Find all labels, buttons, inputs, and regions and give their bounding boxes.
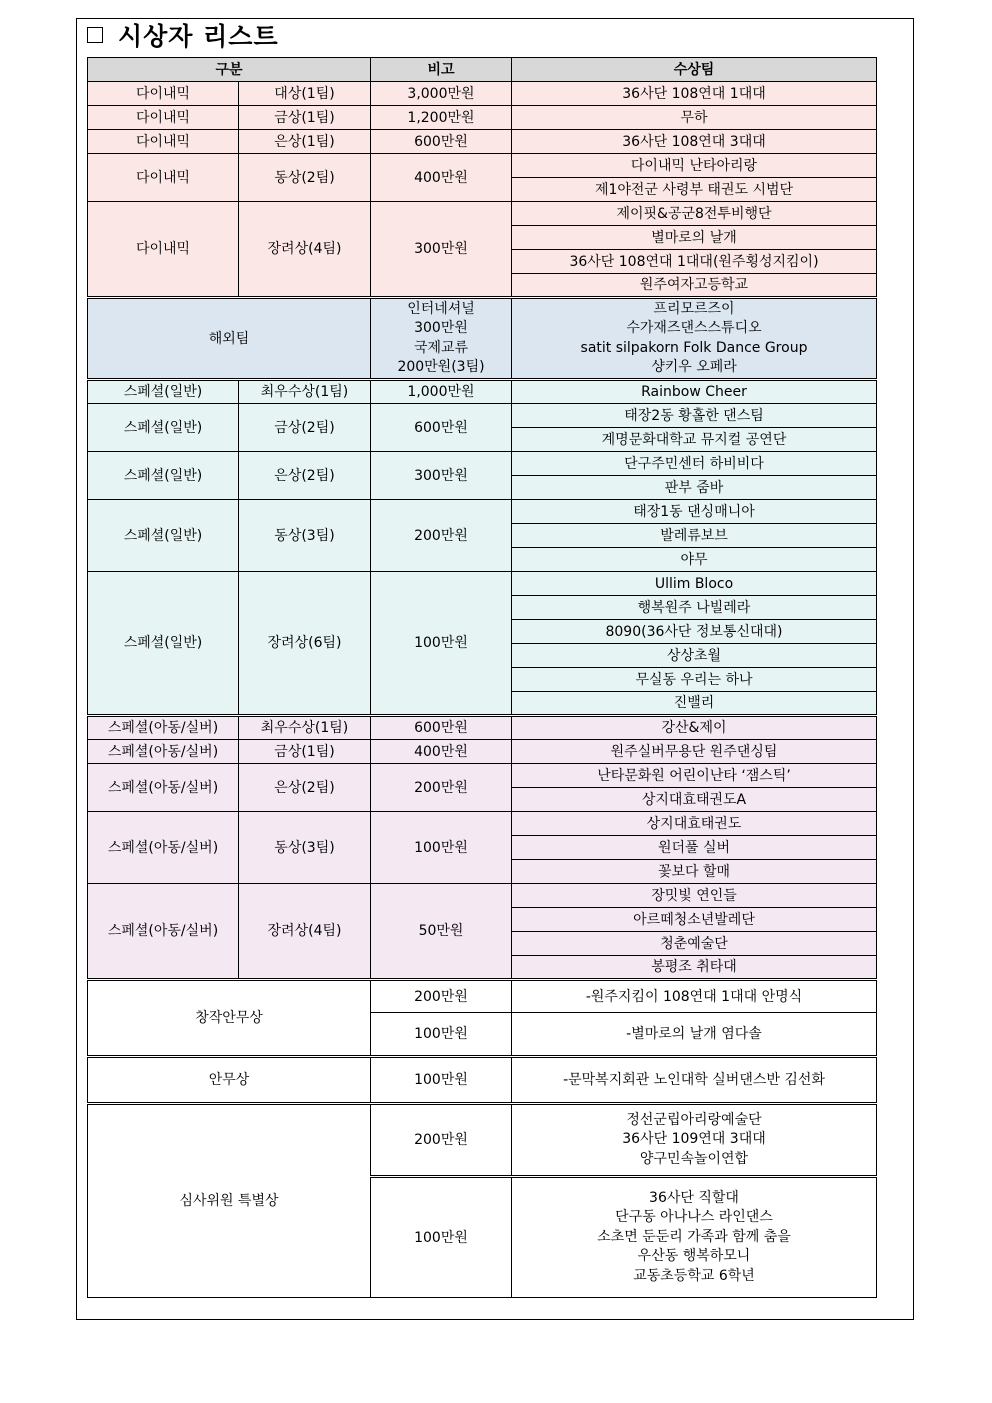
team-cell: 상지대효태권도A xyxy=(512,788,877,812)
team-cell: 봉평조 취타대 xyxy=(512,956,877,980)
prize-cell: 100만원 xyxy=(371,572,512,716)
award-cell: 금상(1팀) xyxy=(239,740,371,764)
award-cell: 금상(2팀) xyxy=(239,404,371,452)
document-frame xyxy=(76,18,914,1320)
team-cell: 원주실버무용단 원주댄싱팀 xyxy=(512,740,877,764)
checkbox-square-icon xyxy=(87,27,103,43)
prize-cell: 1,200만원 xyxy=(371,106,512,130)
prize-cell: 200만원 xyxy=(371,500,512,572)
award-cell: 대상(1팀) xyxy=(239,82,371,106)
team-cell: 아르떼청소년발레단 xyxy=(512,908,877,932)
team-cell: 무실동 우리는 하나 xyxy=(512,668,877,692)
prize-cell xyxy=(371,298,512,380)
table-row xyxy=(88,572,877,596)
prize-cell: 600만원 xyxy=(371,404,512,452)
award-cell: 장려상(6팀) xyxy=(239,572,371,716)
team-cell: 제이핏&공군8전투비행단 xyxy=(512,202,877,226)
award-cell: 최우수상(1팀) xyxy=(239,380,371,404)
team-cell: 원주여자고등학교 xyxy=(512,274,877,298)
prize-cell: 400만원 xyxy=(371,154,512,202)
team-line: 단구동 아나나스 라인댄스 xyxy=(615,1209,773,1226)
team-line: 36사단 직할대 xyxy=(649,1189,739,1206)
prize-cell: 100만원 xyxy=(371,812,512,884)
prize-cell: 600만원 xyxy=(371,716,512,740)
prize-line: 300만원 xyxy=(414,320,468,336)
category-cell: 스페셜(아동/실버) xyxy=(88,740,239,764)
team-cell: 강산&제이 xyxy=(512,716,877,740)
award-cell: 동상(2팀) xyxy=(239,154,371,202)
category-cell: 스페셜(아동/실버) xyxy=(88,716,239,740)
table-row xyxy=(88,716,877,740)
category-cell: 다이내믹 xyxy=(88,106,239,130)
table-row xyxy=(88,106,877,130)
prize-cell: 100만원 xyxy=(371,1177,512,1298)
team-cell: -원주지킴이 108연대 1대대 안명식 xyxy=(512,980,877,1013)
table-row xyxy=(88,884,877,908)
prize-cell: 1,000만원 xyxy=(371,380,512,404)
category-cell: 안무상 xyxy=(88,1057,371,1104)
team-cell: 진밸리 xyxy=(512,692,877,716)
table-row xyxy=(88,82,877,106)
category-cell: 스페셜(일반) xyxy=(88,404,239,452)
team-line: 수가재즈댄스스튜디오 xyxy=(626,320,762,336)
prize-cell: 100만원 xyxy=(371,1013,512,1057)
team-cell: 무하 xyxy=(512,106,877,130)
category-cell: 스페셜(일반) xyxy=(88,500,239,572)
team-cell: 36사단 108연대 1대대 xyxy=(512,82,877,106)
table-row xyxy=(88,812,877,836)
prize-line: 인터네셔널 xyxy=(407,300,475,317)
category-cell: 스페셜(아동/실버) xyxy=(88,764,239,812)
prize-cell: 400만원 xyxy=(371,740,512,764)
category-cell: 스페셜(아동/실버) xyxy=(88,812,239,884)
team-cell: 36사단 108연대 3대대 xyxy=(512,130,877,154)
table-header-row xyxy=(88,58,877,82)
team-cell: -문막복지회관 노인대학 실버댄스반 김선화 xyxy=(512,1057,877,1104)
prize-cell: 3,000만원 xyxy=(371,82,512,106)
award-cell: 은상(1팀) xyxy=(239,130,371,154)
team-cell: 태장2동 황홀한 댄스팀 xyxy=(512,404,877,428)
table-row xyxy=(88,380,877,404)
team-cell: Rainbow Cheer xyxy=(512,380,877,404)
table-row xyxy=(88,202,877,226)
category-cell: 다이내믹 xyxy=(88,202,239,298)
category-cell: 다이내믹 xyxy=(88,130,239,154)
team-line: 교동초등학교 6학년 xyxy=(633,1267,755,1284)
header-note: 비고 xyxy=(371,58,512,82)
team-cell xyxy=(512,298,877,380)
header-winners: 수상팀 xyxy=(512,58,877,82)
team-cell: 상지대효태권도 xyxy=(512,812,877,836)
award-cell: 은상(2팀) xyxy=(239,764,371,812)
team-cell: 행복원주 나빌레라 xyxy=(512,596,877,620)
team-cell: 상상초월 xyxy=(512,644,877,668)
table-row xyxy=(88,452,877,476)
category-cell: 스페셜(일반) xyxy=(88,452,239,500)
team-cell: 판부 줌바 xyxy=(512,476,877,500)
category-cell: 해외팀 xyxy=(88,298,371,380)
team-cell: 꽃보다 할매 xyxy=(512,860,877,884)
team-line: 36사단 109연대 3대대 xyxy=(622,1131,766,1148)
category-cell: 스페셜(일반) xyxy=(88,572,239,716)
table-row xyxy=(88,404,877,428)
category-cell: 다이내믹 xyxy=(88,82,239,106)
table-row xyxy=(88,1057,877,1104)
category-cell: 창작안무상 xyxy=(88,980,371,1057)
team-cell: 36사단 108연대 1대대(원주횡성지킴이) xyxy=(512,250,877,274)
team-line: 정선군립아리랑예술단 xyxy=(626,1111,762,1128)
page-title xyxy=(87,21,279,49)
team-cell xyxy=(512,1104,877,1177)
team-cell: 야무 xyxy=(512,548,877,572)
team-cell: 제1야전군 사령부 태권도 시범단 xyxy=(512,178,877,202)
award-cell: 최우수상(1팀) xyxy=(239,716,371,740)
award-cell: 금상(1팀) xyxy=(239,106,371,130)
team-line: 양구민속놀이연합 xyxy=(639,1150,749,1167)
award-cell: 장려상(4팀) xyxy=(239,202,371,298)
prize-cell: 200만원 xyxy=(371,764,512,812)
prize-cell: 300만원 xyxy=(371,452,512,500)
table-row xyxy=(88,130,877,154)
team-cell: 장밋빛 연인들 xyxy=(512,884,877,908)
team-cell: 난타문화원 어린이난타 ‘잼스틱’ xyxy=(512,764,877,788)
table-row xyxy=(88,740,877,764)
prize-line: 200만원(3팀) xyxy=(397,359,485,375)
table-row xyxy=(88,980,877,1013)
table-row xyxy=(88,154,877,178)
team-line: 샹키우 오페라 xyxy=(651,359,737,375)
team-cell: 8090(36사단 정보통신대대) xyxy=(512,620,877,644)
table-row xyxy=(88,500,877,524)
team-line: 소초면 둔둔리 가족과 함께 춤을 xyxy=(597,1228,791,1245)
prize-line: 국제교류 xyxy=(413,339,469,356)
award-cell: 장려상(4팀) xyxy=(239,884,371,980)
prize-cell: 600만원 xyxy=(371,130,512,154)
team-cell: -별마로의 날개 염다솔 xyxy=(512,1013,877,1057)
team-cell: 다이내믹 난타아리랑 xyxy=(512,154,877,178)
prize-cell: 200만원 xyxy=(371,980,512,1013)
team-cell: 청춘예술단 xyxy=(512,932,877,956)
team-cell: 단구주민센터 하비비다 xyxy=(512,452,877,476)
prize-cell: 300만원 xyxy=(371,202,512,298)
team-line: 프리모르즈이 xyxy=(653,300,735,317)
team-cell xyxy=(512,1177,877,1298)
team-cell: 발레류보브 xyxy=(512,524,877,548)
team-cell: 원더풀 실버 xyxy=(512,836,877,860)
table-row xyxy=(88,298,877,380)
header-category: 구분 xyxy=(88,58,371,82)
team-cell: 별마로의 날개 xyxy=(512,226,877,250)
table-row xyxy=(88,1104,877,1177)
team-cell: 계명문화대학교 뮤지컬 공연단 xyxy=(512,428,877,452)
team-line: satit silpakorn Folk Dance Group xyxy=(580,339,808,356)
page-title-text: 시상자 리스트 xyxy=(118,22,279,51)
team-cell: Ullim Bloco xyxy=(512,572,877,596)
award-cell: 동상(3팀) xyxy=(239,500,371,572)
category-cell: 심사위원 특별상 xyxy=(88,1104,371,1298)
award-cell: 은상(2팀) xyxy=(239,452,371,500)
category-cell: 스페셜(아동/실버) xyxy=(88,884,239,980)
category-cell: 다이내믹 xyxy=(88,154,239,202)
award-cell: 동상(3팀) xyxy=(239,812,371,884)
team-line: 우산동 행복하모니 xyxy=(637,1248,751,1265)
category-cell: 스페셜(일반) xyxy=(88,380,239,404)
team-cell: 태장1동 댄싱매니아 xyxy=(512,500,877,524)
prize-cell: 100만원 xyxy=(371,1057,512,1104)
award-table xyxy=(87,57,877,1298)
table-row xyxy=(88,764,877,788)
prize-cell: 200만원 xyxy=(371,1104,512,1177)
prize-cell: 50만원 xyxy=(371,884,512,980)
